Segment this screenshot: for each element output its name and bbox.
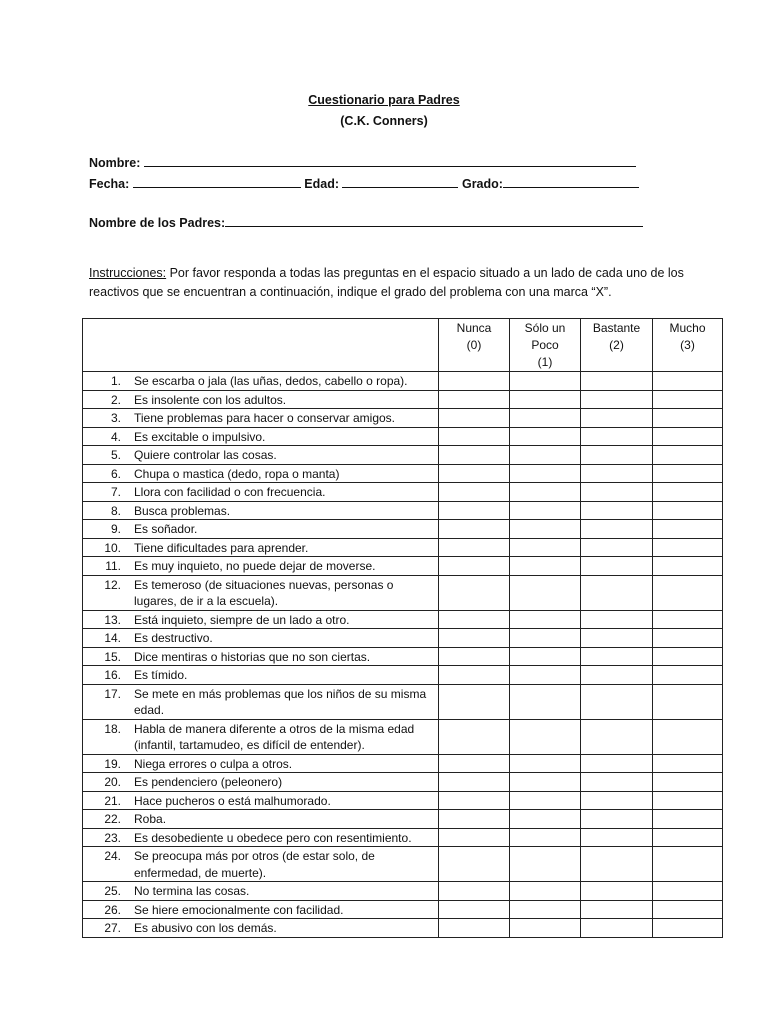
item-text: Hace pucheros o está malhumorado. — [134, 793, 331, 808]
answer-cell-bastante[interactable] — [581, 791, 653, 810]
grado-blank[interactable] — [503, 175, 639, 188]
answer-cell-bastante[interactable] — [581, 810, 653, 829]
item-number: 7. — [110, 485, 121, 499]
answer-cell-nunca[interactable] — [439, 919, 510, 938]
column-name: Mucho — [669, 321, 706, 335]
answer-cell-mucho[interactable] — [653, 791, 723, 810]
answer-cell-solo-un-poco[interactable] — [510, 427, 581, 446]
item-number: 11. — [105, 559, 121, 573]
item-number: 8. — [110, 503, 121, 518]
answer-cell-bastante[interactable] — [581, 427, 653, 446]
answer-cell-solo-un-poco[interactable] — [510, 647, 581, 666]
item-number: 9. — [110, 522, 121, 536]
item-column-header — [83, 319, 439, 372]
table-row — [83, 919, 723, 938]
column-header-mucho — [653, 319, 723, 372]
fecha-label: Fecha: — [89, 177, 130, 191]
answer-cell-solo-un-poco[interactable] — [510, 575, 581, 610]
padres-label: Nombre de los Padres: — [89, 216, 226, 230]
item-cell — [83, 483, 439, 502]
item-number: 3. — [110, 411, 121, 425]
item-number: 12. — [104, 577, 121, 592]
column-name: Bastante — [592, 321, 641, 335]
answer-cell-mucho[interactable] — [653, 483, 723, 502]
answer-cell-solo-un-poco[interactable] — [510, 828, 581, 847]
answer-cell-nunca[interactable] — [439, 409, 510, 428]
answer-cell-solo-un-poco[interactable] — [510, 791, 581, 810]
item-number: 5. — [110, 448, 121, 462]
table-row — [83, 538, 723, 557]
item-cell — [83, 575, 439, 610]
item-cell — [83, 647, 439, 666]
answer-cell-nunca[interactable] — [439, 464, 510, 483]
item-text: Es excitable o impulsivo. — [134, 429, 266, 444]
answer-cell-mucho[interactable] — [653, 828, 723, 847]
item-number: 10. — [104, 540, 121, 555]
item-cell — [83, 847, 439, 882]
answer-cell-nunca[interactable] — [439, 501, 510, 520]
table-row — [83, 666, 723, 685]
item-number: 23. — [104, 830, 121, 845]
table-row — [83, 900, 723, 919]
answer-cell-solo-un-poco[interactable] — [510, 719, 581, 754]
grado-label: Grado: — [461, 177, 503, 191]
header-row — [83, 319, 723, 372]
item-number: 17. — [104, 686, 121, 701]
item-text: No termina las cosas. — [134, 884, 250, 898]
answer-cell-nunca[interactable] — [439, 629, 510, 648]
column-name: Nunca — [456, 321, 492, 335]
item-text: Tiene dificultades para aprender. — [134, 540, 309, 555]
table-row — [83, 647, 723, 666]
table-row — [83, 483, 723, 502]
answer-cell-solo-un-poco[interactable] — [510, 882, 581, 901]
answer-cell-nunca[interactable] — [439, 684, 510, 719]
table-row — [83, 847, 723, 882]
table-row — [83, 557, 723, 576]
table-row — [83, 464, 723, 483]
answer-cell-solo-un-poco[interactable] — [510, 483, 581, 502]
document-title: Cuestionario para Padres — [308, 93, 460, 107]
answer-cell-bastante[interactable] — [581, 464, 653, 483]
item-text: Es pendenciero (peleonero) — [134, 775, 283, 789]
item-cell — [83, 919, 439, 938]
answer-cell-mucho[interactable] — [653, 629, 723, 648]
item-cell — [83, 464, 439, 483]
item-text: Roba. — [134, 812, 167, 826]
item-cell — [83, 409, 439, 428]
answer-cell-nunca[interactable] — [439, 847, 510, 882]
answer-cell-nunca[interactable] — [439, 575, 510, 610]
answer-cell-solo-un-poco[interactable] — [510, 666, 581, 685]
item-text: Es destructivo. — [134, 631, 213, 645]
answer-cell-solo-un-poco[interactable] — [510, 919, 581, 938]
item-text: Llora con facilidad o con frecuencia. — [134, 485, 326, 499]
column-score: (2) — [609, 338, 624, 352]
table-row — [83, 791, 723, 810]
answer-cell-bastante[interactable] — [581, 647, 653, 666]
answer-cell-mucho[interactable] — [653, 810, 723, 829]
answer-cell-bastante[interactable] — [581, 538, 653, 557]
answer-cell-nunca[interactable] — [439, 900, 510, 919]
table-row — [83, 427, 723, 446]
item-text: Chupa o mastica (dedo, ropa o manta) — [134, 466, 340, 481]
nombre-line — [89, 154, 636, 170]
answer-cell-solo-un-poco[interactable] — [510, 372, 581, 391]
answer-cell-mucho[interactable] — [653, 464, 723, 483]
item-cell — [83, 882, 439, 901]
item-text: Se hiere emocionalmente con facilidad. — [134, 902, 344, 917]
answer-cell-bastante[interactable] — [581, 483, 653, 502]
item-cell — [83, 372, 439, 391]
answer-cell-nunca[interactable] — [439, 810, 510, 829]
item-cell — [83, 629, 439, 648]
table-row — [83, 754, 723, 773]
answer-cell-solo-un-poco[interactable] — [510, 810, 581, 829]
answer-cell-bastante[interactable] — [581, 372, 653, 391]
answer-cell-mucho[interactable] — [653, 882, 723, 901]
column-score: (3) — [680, 338, 695, 352]
answer-cell-mucho[interactable] — [653, 390, 723, 409]
answer-cell-bastante[interactable] — [581, 629, 653, 648]
item-text: Dice mentiras o historias que no son ciertas. — [134, 649, 371, 664]
answer-cell-bastante[interactable] — [581, 900, 653, 919]
answer-cell-solo-un-poco[interactable] — [510, 501, 581, 520]
answer-cell-bastante[interactable] — [581, 847, 653, 882]
item-text: Se mete en más problemas que los niños de su misma edad. — [134, 686, 427, 717]
item-text: Tiene problemas para hacer o conservar amigos. — [134, 411, 396, 425]
answer-cell-solo-un-poco[interactable] — [510, 900, 581, 919]
answer-cell-nunca[interactable] — [439, 538, 510, 557]
answer-cell-solo-un-poco[interactable] — [510, 557, 581, 576]
answer-cell-mucho[interactable] — [653, 446, 723, 465]
item-text: Está inquieto, siempre de un lado a otro. — [134, 612, 350, 627]
answer-cell-bastante[interactable] — [581, 754, 653, 773]
column-header-nunca — [439, 319, 510, 372]
table-row — [83, 773, 723, 792]
answer-cell-bastante[interactable] — [581, 390, 653, 409]
answer-cell-bastante[interactable] — [581, 610, 653, 629]
column-score: (1) — [537, 355, 553, 369]
answer-cell-nunca[interactable] — [439, 773, 510, 792]
item-cell — [83, 828, 439, 847]
item-number: 6. — [110, 466, 121, 481]
answer-cell-mucho[interactable] — [653, 610, 723, 629]
answer-cell-bastante[interactable] — [581, 773, 653, 792]
answer-cell-nunca[interactable] — [439, 446, 510, 465]
item-cell — [83, 538, 439, 557]
table-row — [83, 684, 723, 719]
answer-cell-solo-un-poco[interactable] — [510, 409, 581, 428]
answer-cell-mucho[interactable] — [653, 557, 723, 576]
table-row — [83, 390, 723, 409]
answer-cell-solo-un-poco[interactable] — [510, 538, 581, 557]
item-cell — [83, 791, 439, 810]
column-score: (0) — [466, 338, 482, 352]
instructions-text: Por favor responda a todas las preguntas en el espacio situado a un lado de cada uno de los reactivos que se encuentran a continuación, indique el grado del problema con una marca “X”. — [89, 266, 684, 299]
item-text: Es muy inquieto, no puede dejar de moverse. — [134, 559, 376, 573]
answer-cell-bastante[interactable] — [581, 684, 653, 719]
answer-cell-mucho[interactable] — [653, 847, 723, 882]
items-body — [83, 372, 723, 938]
item-cell — [83, 427, 439, 446]
item-cell — [83, 754, 439, 773]
item-number: 13. — [104, 612, 121, 627]
answer-cell-bastante[interactable] — [581, 501, 653, 520]
answer-cell-nunca[interactable] — [439, 666, 510, 685]
item-cell — [83, 684, 439, 719]
answer-cell-nunca[interactable] — [439, 427, 510, 446]
item-cell — [83, 390, 439, 409]
item-text: Se preocupa más por otros (de estar solo, de enfermedad, de muerte). — [134, 849, 375, 880]
table-row — [83, 446, 723, 465]
item-cell — [83, 610, 439, 629]
column-header-solo-un-poco — [510, 319, 581, 372]
answer-cell-bastante[interactable] — [581, 828, 653, 847]
answer-cell-nunca[interactable] — [439, 390, 510, 409]
item-number: 20. — [104, 775, 121, 789]
column-name: Sólo un Poco — [524, 321, 566, 352]
answer-cell-mucho[interactable] — [653, 647, 723, 666]
table-row — [83, 610, 723, 629]
answer-cell-solo-un-poco[interactable] — [510, 773, 581, 792]
answer-cell-nunca[interactable] — [439, 372, 510, 391]
item-text: Es tímido. — [134, 668, 188, 682]
item-number: 22. — [104, 812, 121, 826]
item-number: 24. — [104, 849, 121, 863]
item-number: 25. — [104, 884, 121, 898]
answer-cell-mucho[interactable] — [653, 754, 723, 773]
answer-cell-solo-un-poco[interactable] — [510, 464, 581, 483]
answer-cell-mucho[interactable] — [653, 427, 723, 446]
answer-cell-mucho[interactable] — [653, 719, 723, 754]
item-number: 4. — [110, 429, 121, 444]
item-number: 2. — [110, 392, 121, 407]
answer-cell-nunca[interactable] — [439, 791, 510, 810]
item-text: Se escarba o jala (las uñas, dedos, cabello o ropa). — [134, 374, 408, 388]
answer-cell-mucho[interactable] — [653, 538, 723, 557]
answer-cell-solo-un-poco[interactable] — [510, 684, 581, 719]
item-text: Es abusivo con los demás. — [134, 921, 277, 935]
item-text: Habla de manera diferente a otros de la misma edad (infantil, tartamudeo, es difícil de entender). — [134, 721, 415, 752]
answer-cell-nunca[interactable] — [439, 557, 510, 576]
item-number: 1. — [110, 374, 121, 388]
answer-cell-mucho[interactable] — [653, 501, 723, 520]
answer-cell-bastante[interactable] — [581, 409, 653, 428]
answer-cell-mucho[interactable] — [653, 372, 723, 391]
item-cell — [83, 446, 439, 465]
item-text: Quiere controlar las cosas. — [134, 448, 277, 462]
item-number: 26. — [104, 902, 121, 917]
document-subtitle: (C.K. Conners) — [340, 114, 428, 128]
item-text: Busca problemas. — [134, 503, 231, 518]
item-number: 18. — [104, 721, 121, 736]
answer-cell-nunca[interactable] — [439, 610, 510, 629]
instructions-label: Instrucciones: — [89, 266, 167, 280]
item-cell — [83, 810, 439, 829]
item-number: 16. — [104, 668, 121, 682]
answer-cell-bastante[interactable] — [581, 575, 653, 610]
table-row — [83, 828, 723, 847]
table-row — [83, 520, 723, 539]
table-row — [83, 372, 723, 391]
item-cell — [83, 666, 439, 685]
answer-cell-mucho[interactable] — [653, 900, 723, 919]
padres-blank[interactable] — [225, 214, 643, 227]
column-header-bastante — [581, 319, 653, 372]
item-cell — [83, 719, 439, 754]
item-cell — [83, 501, 439, 520]
table-row — [83, 629, 723, 648]
answer-cell-mucho[interactable] — [653, 575, 723, 610]
answer-cell-mucho[interactable] — [653, 773, 723, 792]
item-cell — [83, 520, 439, 539]
table-row — [83, 810, 723, 829]
answer-cell-mucho[interactable] — [653, 409, 723, 428]
answer-cell-bastante[interactable] — [581, 520, 653, 539]
item-number: 27. — [104, 921, 121, 935]
answer-cell-solo-un-poco[interactable] — [510, 520, 581, 539]
fecha-edad-grado-line — [89, 175, 639, 191]
item-text: Es desobediente u obedece pero con resentimiento. — [134, 830, 412, 845]
item-cell — [83, 557, 439, 576]
table-row — [83, 501, 723, 520]
answer-cell-mucho[interactable] — [653, 919, 723, 938]
item-text: Es temeroso (de situaciones nuevas, personas o lugares, de ir a la escuela). — [134, 577, 394, 608]
answer-cell-mucho[interactable] — [653, 684, 723, 719]
item-cell — [83, 773, 439, 792]
answer-cell-bastante[interactable] — [581, 666, 653, 685]
instructions — [89, 264, 689, 302]
answer-cell-nunca[interactable] — [439, 719, 510, 754]
questionnaire-table — [82, 318, 723, 938]
answer-cell-mucho[interactable] — [653, 520, 723, 539]
answer-cell-nunca[interactable] — [439, 882, 510, 901]
nombre-label: Nombre: — [89, 156, 141, 170]
item-text: Es soñador. — [134, 522, 198, 536]
fecha-blank[interactable] — [133, 175, 301, 188]
answer-cell-mucho[interactable] — [653, 666, 723, 685]
answer-cell-solo-un-poco[interactable] — [510, 390, 581, 409]
item-number: 14. — [104, 631, 121, 645]
item-number: 15. — [104, 649, 121, 664]
table-row — [83, 882, 723, 901]
answer-cell-bastante[interactable] — [581, 882, 653, 901]
answer-cell-solo-un-poco[interactable] — [510, 754, 581, 773]
item-text: Es insolente con los adultos. — [134, 392, 287, 407]
item-number: 21. — [104, 793, 121, 808]
table-row — [83, 719, 723, 754]
nombre-blank[interactable] — [144, 154, 636, 167]
answer-cell-bastante[interactable] — [581, 557, 653, 576]
answer-cell-solo-un-poco[interactable] — [510, 610, 581, 629]
answer-cell-nunca[interactable] — [439, 754, 510, 773]
edad-blank[interactable] — [342, 175, 458, 188]
answer-cell-bastante[interactable] — [581, 719, 653, 754]
answer-cell-nunca[interactable] — [439, 483, 510, 502]
edad-label: Edad: — [304, 177, 339, 191]
answer-cell-bastante[interactable] — [581, 446, 653, 465]
answer-cell-bastante[interactable] — [581, 919, 653, 938]
answer-cell-nunca[interactable] — [439, 647, 510, 666]
answer-cell-solo-un-poco[interactable] — [510, 629, 581, 648]
answer-cell-solo-un-poco[interactable] — [510, 847, 581, 882]
table-row — [83, 575, 723, 610]
item-text: Niega errores o culpa a otros. — [134, 756, 293, 771]
item-number: 19. — [104, 756, 121, 771]
answer-cell-solo-un-poco[interactable] — [510, 446, 581, 465]
answer-cell-nunca[interactable] — [439, 828, 510, 847]
table-row — [83, 409, 723, 428]
padres-line — [89, 214, 643, 230]
item-cell — [83, 900, 439, 919]
answer-cell-nunca[interactable] — [439, 520, 510, 539]
